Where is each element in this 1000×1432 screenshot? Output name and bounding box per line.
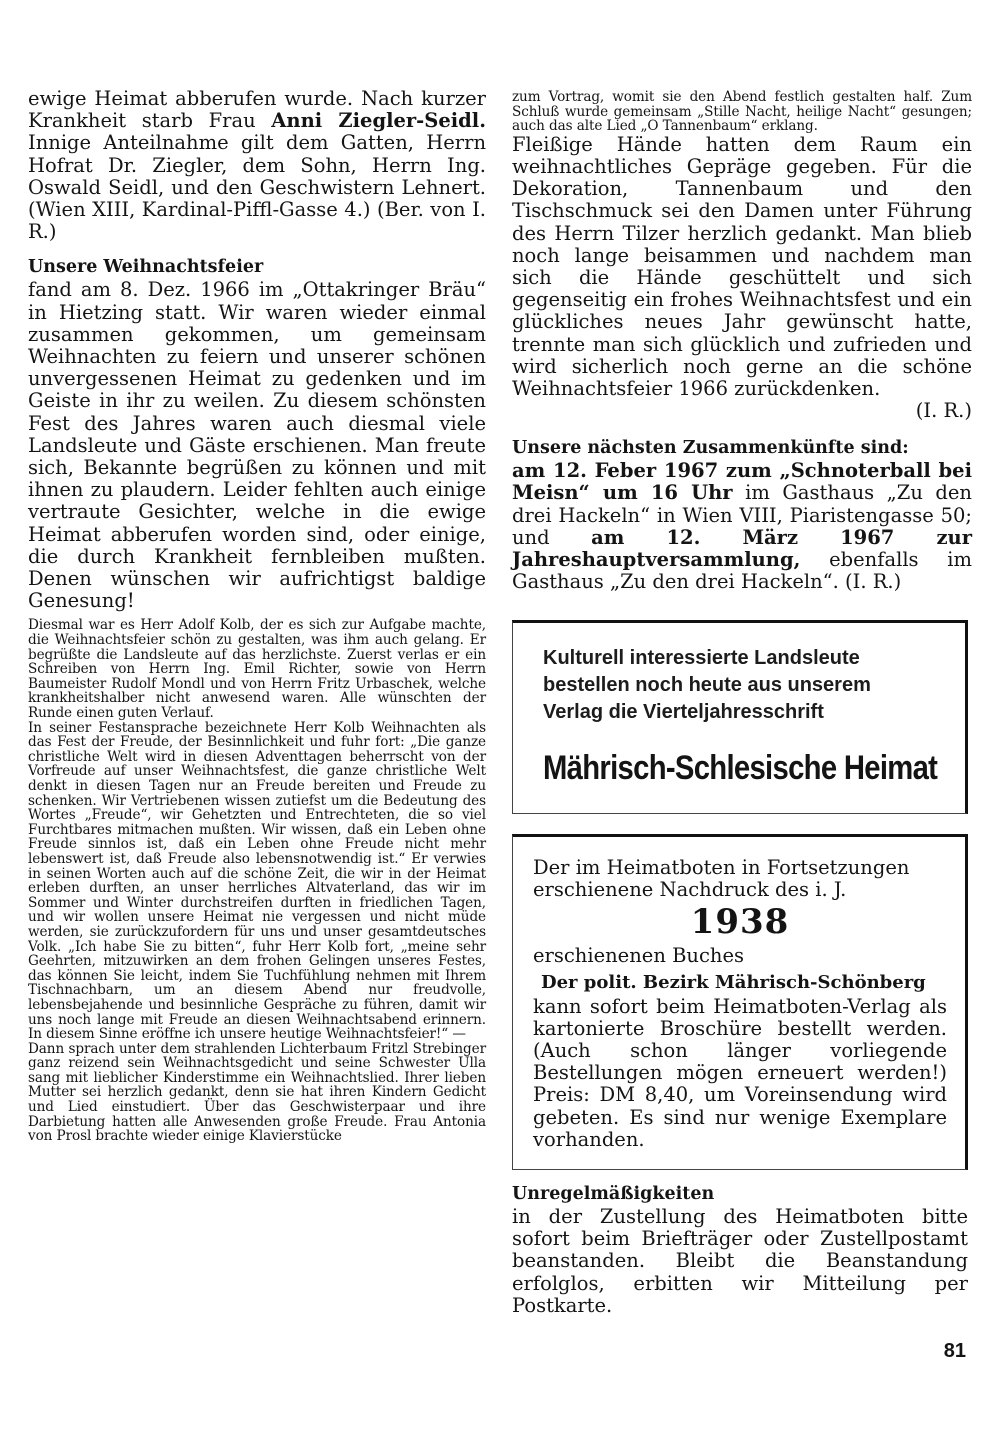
meeting-2-date: am 12. März 1967 zur Jahreshauptversammlung,: [512, 525, 972, 572]
journal-title: Mährisch-Schlesische Heimat: [543, 749, 938, 787]
right-column: [512, 88, 972, 593]
performance-paragraph: Dann sprach unter dem strahlenden Lichterbaum Fritzl Strebinger ganz reizend sein Weihnachtsgedicht und seine Schwester Ulla sang mit lieblicher Kinderstimme ein Weihnachtslied. Ihrer lieben Mutter sei herzlich gedankt, denn sie hat ihren Kindern Gedicht und Lied einstudiert. Über das Geschwisterpaar und ihre Darbietung hatten alle Anwesenden große Freude. Frau Antonia von Prosl brachte wieder einige Klavierstücke: [28, 1040, 486, 1145]
irregularities-section: [512, 1182, 968, 1317]
signature: (I. R.): [915, 399, 972, 423]
meeting-1-location: im Gasthaus „Zu den drei Hackeln“ in Wien VIII, Piaristengasse 50; und: [512, 481, 972, 549]
ad-line-1: Kulturell interessierte Landsleute: [543, 647, 860, 669]
left-column: [28, 88, 486, 1144]
meeting-1-date: am 12. Feber 1967 zum „Schnoterball bei Meisn“ um 16 Uhr: [512, 459, 972, 505]
heading-zusammenkuenfte: Unsere nächsten Zusammenkünfte sind:: [512, 438, 909, 459]
book-offer-box: [512, 834, 968, 1170]
book-title: Der polit. Bezirk Mährisch-Schönberg: [541, 971, 926, 993]
book-order-text: kann sofort beim Heimatboten-Verlag als kartonierte Broschüre bestellt werden. (Auch schon länger vorliegende Bestellungen mögen erneuert werden!) Preis: DM 8,40, um Voreinsendung wird gebeten. Es sind nur wenige Exemplare vorhanden.: [533, 994, 947, 1151]
speech-paragraph: In seiner Festansprache bezeichnete Herr Kolb Weihnachten als das Fest der Freude, der Besinnlichkeit und fuhr fort: „Die ganze christliche Welt wird in diesen Adventtagen beherrscht von der Vorfreude auf unser Weihnachtsfest, die ganze christliche Welt denkt in diesen Tagen nur an Freude bereiten und Freude zu schenken. Wir Vertriebenen wissen zutiefst um die Bedeutung des Wortes „Freude“, wir Gehetzten und Entrechteten, die so viel Furchtbares mitmachen mußten. Wir wissen, daß ein Leben ohne Freude sinnlos ist, daß ein Leben ohne Freude nicht mehr lebenswert ist, daß Freude also lebensnotwendig ist.“ Er verwies in seinen Worten auch auf die schöne Zeit, die wir in der Heimat erleben durften, an unser herrliches Altvaterland, das wir im Sommer und Winter durchstreifen durften in friedlichen Tagen, und wir wollen unsere Heimat nie vergessen und nicht müde werden, sie zurückzufordern für uns und unser gesamtdeutsches Volk. „Ich habe Sie zu bitten“, fuhr Herr Kolb fort, „meine sehr Geehrten, mitzuwirken an dem frohen Gelingen unseres Festes, das können Sie leicht, indem Sie Tuchfühlung nehmen mit Ihrem Tischnachbarn, um an diesem Abend nur freudvolle, lebensbejahende und besinnliche Gespräche zu führen, damit wir uns noch lange mit Freude an diesen Weihnachtsabend erinnern. In diesem Sinne eröffne ich unsere heutige Weihnachtsfeier!“ —: [28, 719, 486, 1043]
thanks-paragraph: Fleißige Hände hatten dem Raum ein weihnachtliches Gepräge gegeben. Für die Dekoration, Tannenbaum und den Tischschmuck sei den Damen unter Führung des Herrn Tilzer herzlich gedankt. Man blieb noch lange beisammen und nachdem man sich die Hände geschüttelt und sich gegenseitig ein frohes Weihnachtsfest und ein glückliches neues Jahr gewünscht hatte, trennte man sich glücklich und zufrieden und wird sicherlich noch gerne an die schöne Weihnachtsfeier 1966 zurückdenken.: [512, 132, 972, 401]
irregularities-text: in der Zustellung des Heimatboten bitte sofort beim Briefträger oder Zustellpostamt beanstanden. Bleibt die Beanstandung erfolglos, erbitten wir Mitteilung per Postkarte.: [512, 1205, 968, 1317]
obituary-name: Anni Ziegler-Seidl.: [271, 109, 486, 133]
meeting-2-location: ebenfalls im Gasthaus „Zu den drei Hackeln“. (I. R.): [512, 548, 972, 594]
book-intro: Der im Heimatboten in Fortsetzungen erschienene Nachdruck des i. J.: [533, 856, 910, 902]
book-after-year: erschienenen Buches: [533, 944, 744, 968]
page-number: 81: [943, 1340, 966, 1362]
weihnachtsfeier-paragraph: fand am 8. Dez. 1966 im „Ottakringer Bräu“ in Hietzing statt. Wir waren wieder einmal zusammen gekommen, um gemeinsam Weihnachten zu feiern und unserer schönen unvergessenen Heimat zu gedenken und im Geiste in ihr zu weilen. Zu diesem schönsten Fest des Jahres waren auch diesmal viele Landsleute und Gäste erschienen. Man freute sich, Bekannte begrüßen zu können und mit ihnen zu plaudern. Leider fehlten auch einige vertraute Gesichter, welche in die ewige Heimat abberufen worden sind, oder einige, die durch Krankheit fernbleiben mußten. Denen wünschen wir aufrichtigst baldige Genesung!: [28, 278, 486, 613]
journal-ad-box: [512, 620, 968, 814]
obituary-text-start: ewige Heimat abberufen wurde. Nach kurzer Krankheit starb Frau: [28, 87, 486, 133]
speech-intro-paragraph: Diesmal war es Herr Adolf Kolb, der es sich zur Aufgabe machte, die Weihnachtsfeier schön zu gestalten, was ihm auch gelang. Er begrüßte die Landsleute auf das herzlichste. Zuerst verlas er ein Schreiben von Herrn Ing. Emil Richter, sowie von Herrn Baumeister Rudolf Mondl und von Herrn Fritz Urbaschek, welche krankheitshalber nicht anwesend waren. Alle wünschten der Runde einen guten Verlauf.: [28, 617, 486, 722]
obituary-paragraph: [28, 88, 486, 243]
continuation-paragraph: zum Vortrag, womit sie den Abend festlich gestalten half. Zum Schluß wurde gemeinsam „Stille Nacht, heilige Nacht“ gesungen; auch das alte Lied „O Tannenbaum“ erklang.: [512, 89, 972, 135]
ad-line-3: Verlag die Vierteljahresschrift: [543, 701, 824, 723]
ad-line-2: bestellen noch heute aus unserem: [543, 674, 871, 696]
book-year: 1938: [690, 902, 790, 943]
meetings-paragraph: [512, 460, 972, 593]
heading-weihnachtsfeier: Unsere Weihnachtsfeier: [28, 257, 264, 278]
obituary-text-end: Innige Anteilnahme gilt dem Gatten, Herrn Hofrat Dr. Ziegler, dem Sohn, Herrn Ing. Oswald Seidl, und den Geschwistern Lehnert. (Wien XIII, Kardinal-Piffl-Gasse 4.) (Ber. von I. R.): [28, 131, 486, 244]
heading-irregularities: Unregelmäßigkeiten: [512, 1184, 715, 1204]
